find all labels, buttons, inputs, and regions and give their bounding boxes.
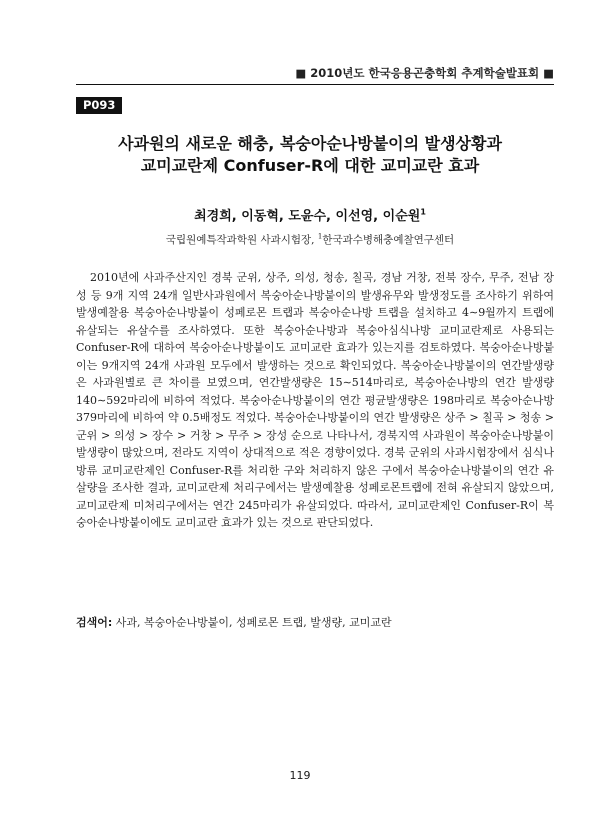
author-names: 최경희, 이동혁, 도윤수, 이선영, 이순원 — [194, 209, 421, 224]
title-line-2: 교미교란제 Confuser-R에 대한 교미교란 효과 — [140, 156, 480, 175]
affiliation-second: 한국과수병해충예찰연구센터 — [322, 234, 455, 246]
running-header: ■ 2010년도 한국응용곤충학회 추계학술발표회 ■ — [295, 66, 554, 80]
author-superscript: 1 — [420, 207, 426, 217]
affiliation — [60, 232, 560, 247]
header-rule — [76, 84, 554, 85]
affiliation-main: 국립원예특작과학원 사과시험장, — [165, 234, 318, 246]
abstract-text: 2010년에 사과주산지인 경북 군위, 상주, 의성, 청송, 칠곡, 경남 거창, 전북 장수, 무주, 전남 장성 등 9개 지역 24개 일반사과원에서 복숭아순나방붙이의 발생유무와 발생정도를 조사하기 위하여 발생예찰용 복숭아순나방붙이 성페로몬 트랩과 복숭아순나방 트랩을 설치하고 4∼9월까지 트랩에 유살되는 유살수를 조사하였다. 또한 복숭아순나방과 복숭아심식나방 교미교란제로 사용되는 Confuser-R에 대하여 복숭아순나방붙이도 교미교란 효과가 있는지를 검토하였다. 복숭아순나방붙이는 9개지역 24개 사과원 모두에서 발생하는 것으로 확인되었다. 복숭아순나방붙이의 연간발생량은 사과원별로 큰 차이를 보였으며, 연간발생량은 15∼514마리로, 복숭아순나방의 연간 발생량 140∼592마리에 비하여 적었다. 복숭아순나방붙이의 연간 평균발생량은 198마리로 복숭아순나방 379마리에 비하여 약 0.5배정도 적었다. 복숭아순나방붙이의 연간 발생량은 상주 > 칠곡 > 청송 > 군위 > 의성 > 장수 > 거창 > 무주 > 장성 순으로 나타나서, 경북지역 사과원이 복숭아순나방붙이 발생량이 많았으며, 전라도 지역이 상대적으로 적은 경향이었다. 경북 군위의 사과시험장에서 심식나방류 교미교란제인 Confuser-R를 처리한 구와 처리하지 않은 구에서 복숭아순나방붙이의 연간 유살량을 조사한 결과, 교미교란제 처리구에서는 발생예찰용 성페로몬트랩에 전혀 유살되지 않았으며, 교미교란제 미처리구에서는 연간 245마리가 유살되었다. 따라서, 교미교란제인 Confuser-R이 복숭아순나방붙이에도 교미교란 효과가 있는 것으로 판단되었다. — [76, 271, 554, 529]
poster-id-badge: P093 — [76, 97, 122, 114]
keywords-items: 사과, 복숭아순나방붙이, 성페로몬 트랩, 발생량, 교미교란 — [115, 616, 392, 629]
author-list — [60, 205, 560, 224]
affiliation-superscript: 1 — [317, 232, 323, 241]
page-number: 119 — [289, 769, 311, 782]
keywords-line — [76, 614, 554, 631]
title-line-1: 사과원의 새로운 해충, 복숭아순나방붙이의 발생상황과 — [118, 134, 502, 153]
paper-title — [60, 133, 560, 177]
keywords-label: 검색어: — [76, 616, 113, 629]
